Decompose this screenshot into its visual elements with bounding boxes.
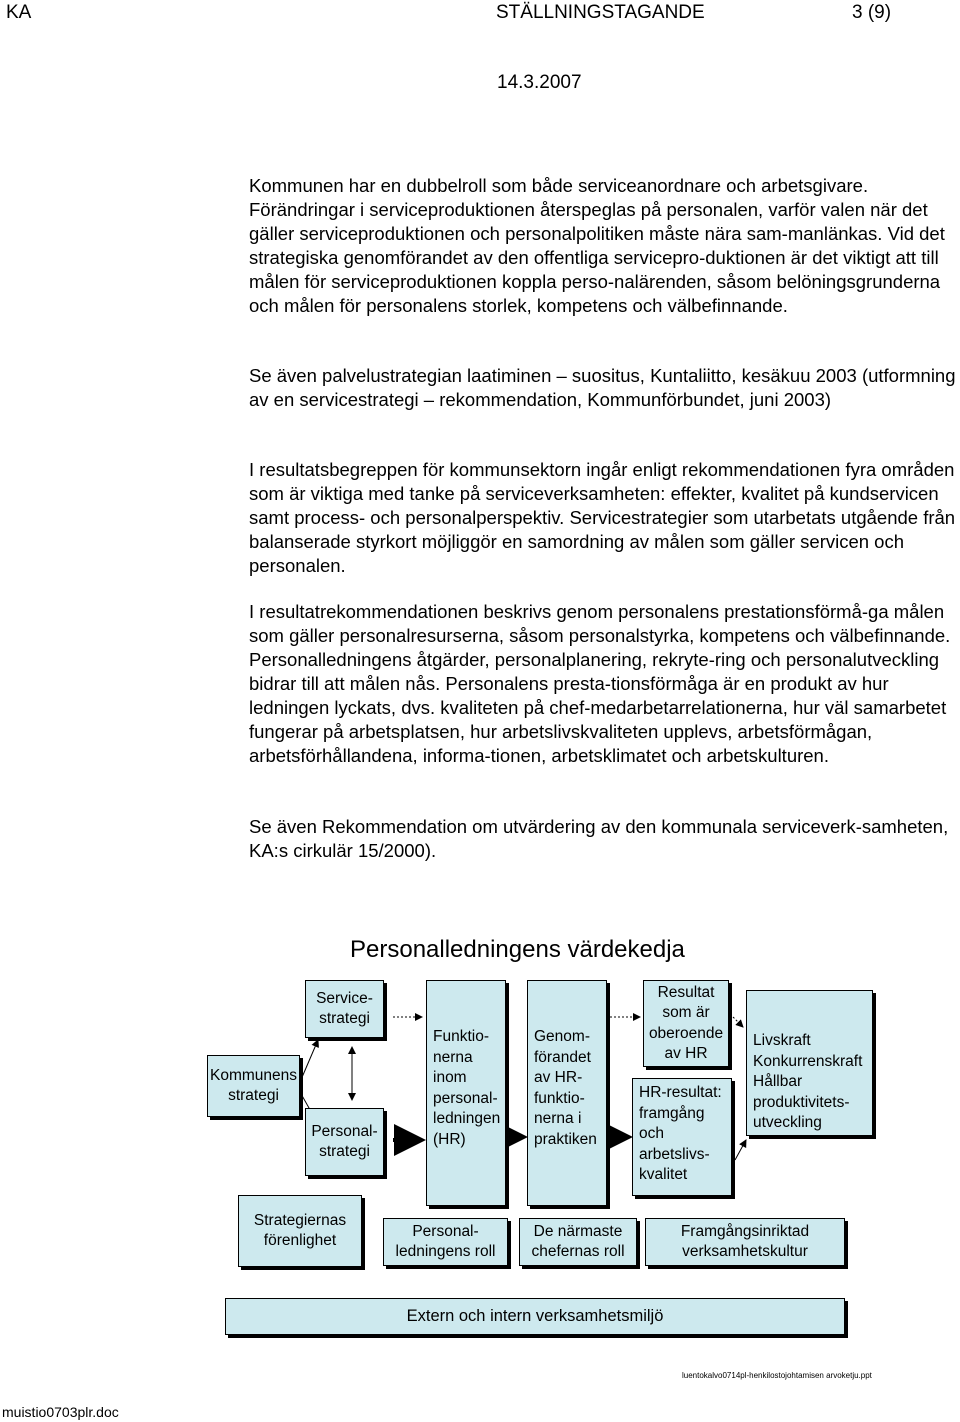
paragraph-personnel-performance: I resultatrekommendationen beskrivs genom personalens prestationsförmå-ga målen som gäller personalresurserna, såsom personalstyrka, kompetens och välbefinnande. Personalledningens åtgärder, personalplanering, rekryte-ring och personalutveckling bidrar till att målen nås. Personalens presta-tionsförmåga är en produkt av hur ledningen lyckats, dvs. kvaliteten på chef-medarbetarrelationerna, hur väl samarbetet fungerar på arbetsplatsen, hur arbetslivskvaliteten upplevs, arbetsförmågan, arbetsförhållandena, informa-tionen, arbetsklimatet och arbetskulturen. [249, 601, 951, 766]
paragraph-reference-servicestrategi: Se även palvelustrategian laatiminen – suositus, Kuntaliitto, kesäkuu 2003 (utformning av en servicestrategi – rekommendation, Kommunförbundet, juni 2003) [249, 365, 956, 410]
header-date: 14.3.2007 [497, 72, 582, 93]
box-hr-resultat: HR-resultat: framgång och arbetslivs- kvalitet [632, 1078, 732, 1196]
box-funktionerna-hr: Funktio- nerna inom personal- ledningen (HR) [426, 980, 506, 1206]
footer-ppt-filename: luentokalvo0714pl-henkilostojohtamisen arvoketju.ppt [682, 1371, 872, 1380]
box-verksamhetskultur: Framgångsinriktad verksamhetskultur [645, 1218, 845, 1266]
header-page-number: 3 (9) [852, 2, 892, 23]
arrow-hr-resultat-to-livskraft [735, 1140, 746, 1160]
header-org: KA [6, 2, 32, 23]
footer-doc-filename: muistio0703plr.doc [2, 1404, 119, 1420]
paragraph-reference-evaluation: Se även Rekommendation om utvärdering av den kommunala serviceverk-samheten, KA:s cirkulär 15/2000). [249, 816, 949, 861]
box-personalstrategi: Personal- strategi [305, 1108, 384, 1176]
paragraph-result-areas: I resultatsbegreppen för kommunsektorn ingår enligt rekommendationen fyra områden som är viktiga med tanke på serviceverksamheten: effekter, kvalitet på kundservicen samt process- och personalperspektiv. Servicestrategier som utarbetats utgående från balanserade styrkort möjliggör en samordning av målen som gäller servicen och personalen. [249, 459, 956, 576]
box-verksamhetsmiljo: Extern och intern verksamhetsmiljö [225, 1298, 845, 1335]
box-livskraft: Livskraft Konkurrenskraft Hållbar produktivitets- utveckling [746, 990, 873, 1136]
box-strategiernas-forenlighet: Strategiernas förenlighet [238, 1195, 362, 1267]
box-personalledningens-roll: Personal- ledningens roll [383, 1218, 508, 1266]
box-chefernas-roll: De närmaste chefernas roll [519, 1218, 637, 1266]
diagram-title: Personalledningens värdekedja [350, 936, 685, 963]
box-resultat-oberoende: Resultat som är oberoende av HR [643, 980, 729, 1067]
box-kommunens-strategi: Kommunens strategi [207, 1055, 300, 1117]
header-doc-type: STÄLLNINGSTAGANDE [496, 2, 705, 23]
paragraph-dual-role: Kommunen har en dubbelroll som både serviceanordnare och arbetsgivare. Förändringar i serviceproduktionen återspeglas på personalen, varför valen när det gäller serviceproduktionen och personalpolitiken måste nära sam-manlänkas. Vid det strategiska genomförandet av den offentliga servicepro-duktionen är det viktigt att till målen för serviceproduktionen koppla perso-nalärenden, såsom belöningsgrunderna och målen för personalens storlek, kompetens och välbefinnande. [249, 175, 945, 316]
box-servicestrategi: Service- strategi [305, 980, 384, 1038]
box-genomforandet: Genom- förandet av HR- funktio- nerna i praktiken [527, 980, 607, 1206]
arrow-resultat-to-livskraft [733, 1017, 743, 1027]
arrow-kommun-to-service [300, 1040, 318, 1082]
